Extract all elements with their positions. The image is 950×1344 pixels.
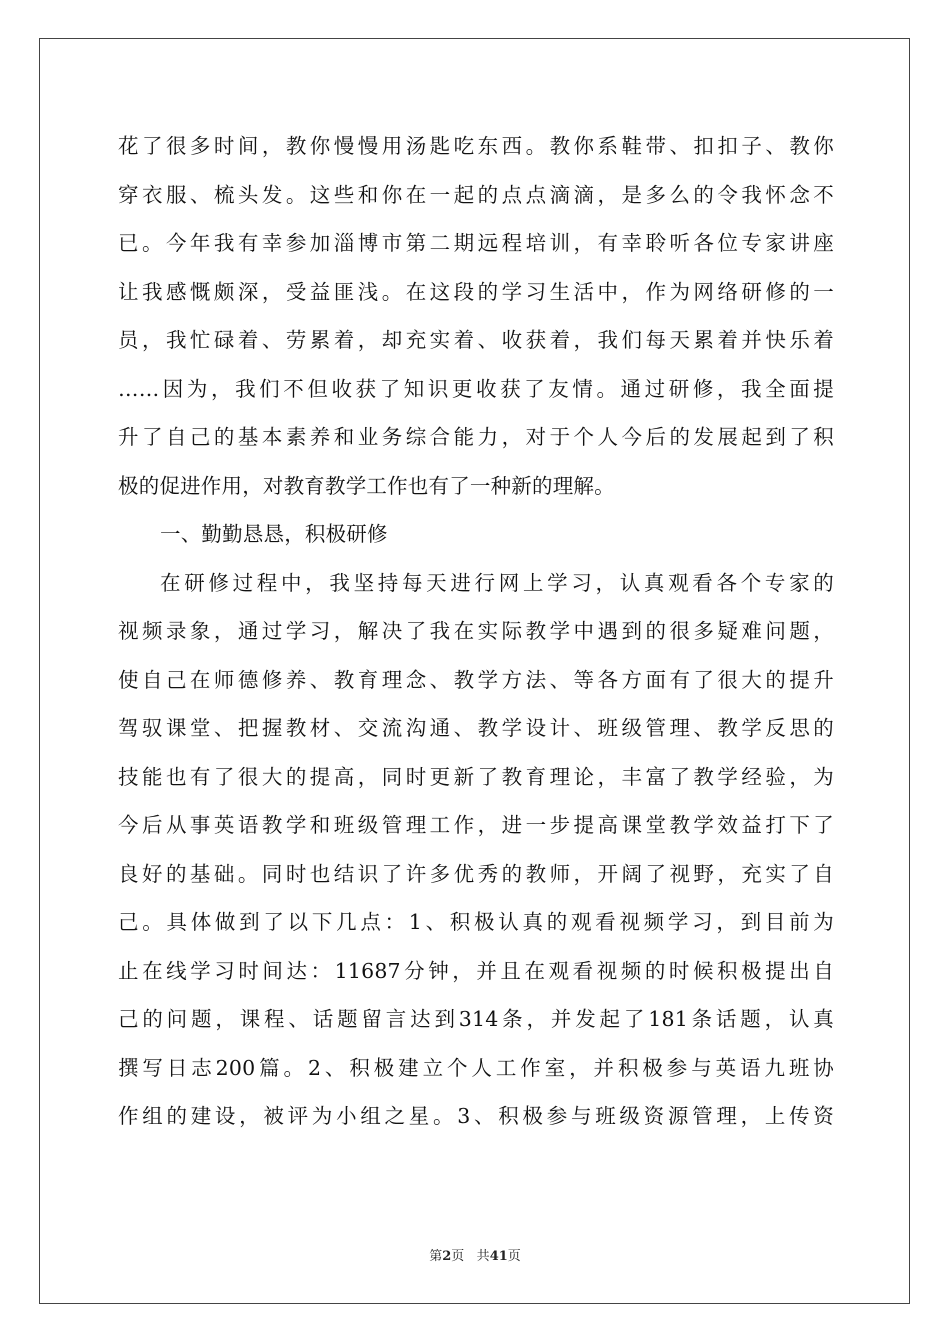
document-body	[118, 122, 834, 1141]
footer-total-pages: 41	[489, 1249, 508, 1264]
page-footer	[0, 1248, 950, 1266]
text-line: 穿衣服、梳头发。这些和你在一起的点点滴滴，是多么的令我怀念不	[118, 182, 834, 207]
text-line: 己的问题，课程、话题留言达到314条，并发起了181条话题，认真	[118, 1007, 834, 1031]
footer-total-prefix: 共	[476, 1249, 490, 1264]
text-line: 技能也有了很大的提高，同时更新了教育理论，丰富了教学经验，为	[118, 764, 834, 789]
footer-total-suffix: 页	[507, 1249, 521, 1264]
text-line: 驾驭课堂、把握教材、交流沟通、教学设计、班级管理、教学反思的	[118, 716, 834, 740]
footer-page-suffix: 页	[451, 1249, 465, 1264]
text-line: 员，我忙碌着、劳累着，却充实着、收获着，我们每天累着并快乐着	[118, 328, 834, 352]
footer-page-prefix: 第	[429, 1249, 443, 1264]
text-line: 止在线学习时间达：11687分钟，并且在观看视频的时候积极提出自	[118, 958, 834, 983]
text-line: 视频录象，通过学习，解决了我在实际教学中遇到的很多疑难问题，	[118, 619, 834, 643]
text-line: 作组的建设，被评为小组之星。3、积极参与班级资源管理，上传资	[118, 1104, 834, 1128]
text-line: 花了很多时间，教你慢慢用汤匙吃东西。教你系鞋带、扣扣子、教你	[118, 134, 834, 158]
text-line: 良好的基础。同时也结识了许多优秀的教师，开阔了视野，充实了自	[118, 861, 834, 886]
text-line: 在研修过程中，我坚持每天进行网上学习，认真观看各个专家的	[160, 570, 834, 595]
text-line: ……因为，我们不但收获了知识更收获了友情。通过研修，我全面提	[118, 376, 834, 401]
footer-page-number: 2	[442, 1249, 452, 1264]
text-line: 极的促进作用，对教育教学工作也有了一种新的理解。	[118, 473, 615, 498]
text-line: 已。今年我有幸参加淄博市第二期远程培训，有幸聆听各位专家讲座	[118, 231, 834, 255]
section-heading: 一、勤勤恳恳，积极研修	[160, 522, 388, 546]
text-line: 升了自己的基本素养和业务综合能力，对于个人今后的发展起到了积	[118, 425, 834, 449]
text-line: 让我感慨颇深，受益匪浅。在这段的学习生活中，作为网络研修的一	[118, 279, 834, 304]
text-line: 己。具体做到了以下几点：1、积极认真的观看视频学习，到目前为	[118, 910, 834, 934]
text-line: 今后从事英语教学和班级管理工作，进一步提高课堂教学效益打下了	[118, 813, 834, 837]
text-line: 使自己在师德修养、教育理念、教学方法、等各方面有了很大的提升	[118, 667, 834, 692]
text-line: 撰写日志200篇。2、积极建立个人工作室，并积极参与英语九班协	[118, 1055, 834, 1080]
